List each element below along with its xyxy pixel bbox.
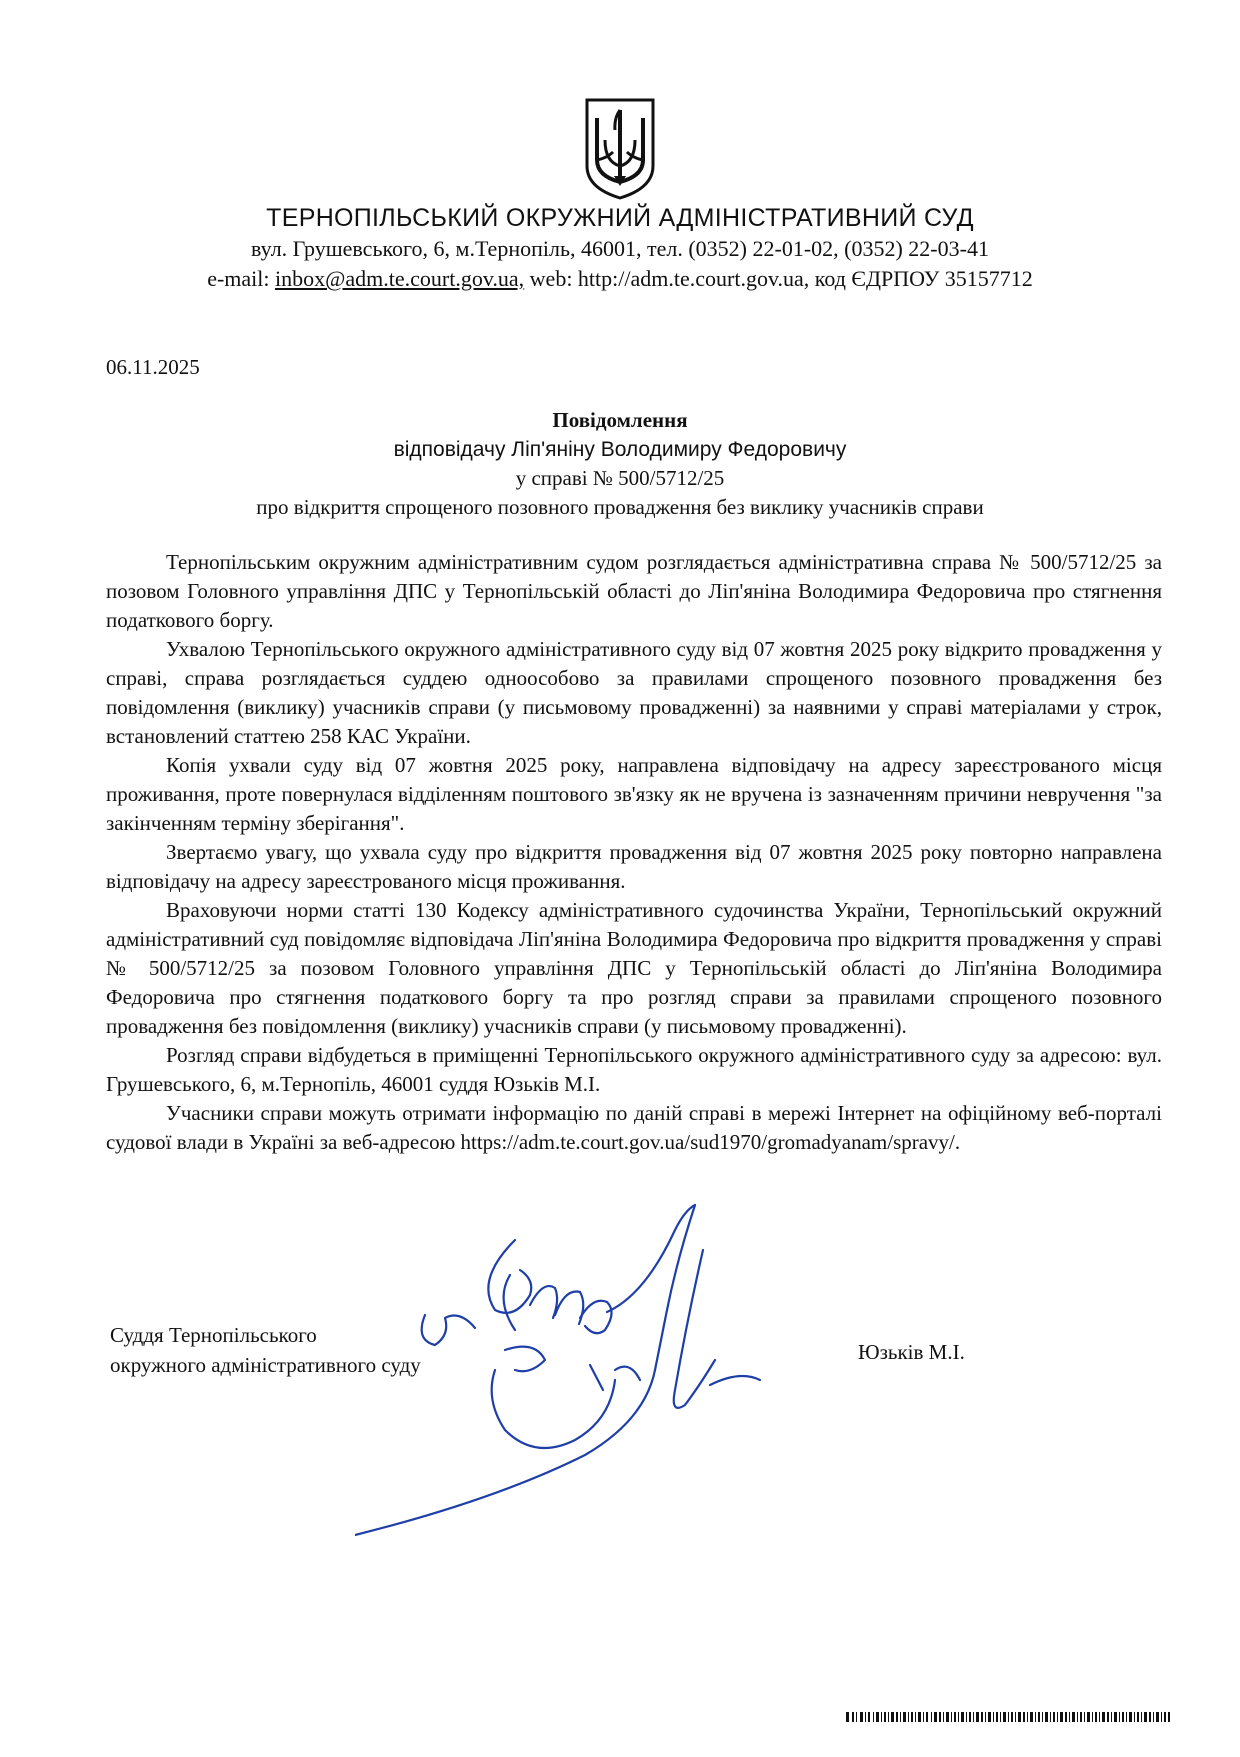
email-link[interactable]: inbox@adm.te.court.gov.ua, [275,266,525,291]
trident-emblem-icon [583,96,657,202]
notice-addressee: відповідачу Ліп'яніну Володимиру Федоровичу [393,438,847,461]
notice-heading: Повідомлення [552,408,688,432]
signer-position-line-2: окружного адміністративного суду [110,1353,421,1377]
notice-title-block [0,406,1240,522]
notice-case-number: у справі № 500/5712/25 [515,466,725,490]
body-paragraph-1: Тернопільським окружним адміністративним судом розглядається адміністративна справа № 500/5712/25 за позовом Головного управління ДПС у Тернопільській області до Ліп'яніна Володимира Федоровича про стягнення податкового боргу. [106,550,1162,632]
document-date: 06.11.2025 [106,355,200,379]
court-contacts [0,266,1240,292]
handwritten-signature [355,1200,795,1560]
web-and-code: web: http://adm.te.court.gov.ua, код ЄДРПОУ 35157712 [524,266,1033,291]
court-address: вул. Грушевського, 6, м.Тернопіль, 46001, тел. (0352) 22-01-02, (0352) 22-03-41 [251,236,989,261]
body-paragraph-3: Копія ухвали суду від 07 жовтня 2025 року, направлена відповідачу на адресу зареєстрованого місця проживання, проте повернулася відділенням поштового зв'язку як не вручена із зазначенням причини невручення "за закінченням терміну зберігання". [106,753,1162,835]
signer-name: Юзьків М.І. [858,1340,965,1364]
body-paragraph-5: Враховуючи норми статті 130 Кодексу адміністративного судочинства України, Тернопільський окружний адміністративний суд повідомляє відповідача Ліп'яніна Володимира Федоровича про відкриття провадження у справі № 500/5712/25 за позовом Головного управління ДПС у Тернопільській області до Ліп'яніна Володимира Федоровича про стягнення податкового боргу та про розгляд справи за правилами спрощеного позовного провадження без повідомлення (виклику) учасників справи (у письмовому провадженні). [106,898,1162,1038]
body-paragraph-4: Звертаємо увагу, що ухвала суду про відкриття провадження від 07 жовтня 2025 року повторно направлена відповідачу на адресу зареєстрованого місця проживання. [106,840,1162,893]
email-label: e-mail: [207,266,275,291]
body-paragraph-6: Розгляд справи відбудеться в приміщенні Тернопільського окружного адміністративного суду за адресою: вул. Грушевського, 6, м.Тернопіль, 46001 суддя Юзьків М.І. [106,1043,1162,1096]
document-barcode [846,1712,1170,1722]
court-name: ТЕРНОПІЛЬСЬКИЙ ОКРУЖНИЙ АДМІНІСТРАТИВНИЙ СУД [266,204,974,232]
notice-body [106,548,1162,1157]
signer-position-line-1: Суддя Тернопільського [110,1323,317,1347]
notice-subject: про відкриття спрощеного позовного провадження без виклику учасників справи [256,495,984,519]
body-paragraph-7: Учасники справи можуть отримати інформацію по даній справі в мережі Інтернет на офіційному веб-порталі судової влади в Україні за веб-адресою https://adm.te.court.gov.ua/sud1970/gromadyanam/spravy/. [106,1101,1162,1154]
body-paragraph-2: Ухвалою Тернопільського окружного адміністративного суду від 07 жовтня 2025 року відкрито провадження у справі, справа розглядається суддею одноособово за правилами спрощеного позовного провадження без повідомлення (виклику) учасників справи (у письмовому провадженні) за наявними у справі матеріалами у строк, встановлений статтею 258 КАС України. [106,637,1162,748]
